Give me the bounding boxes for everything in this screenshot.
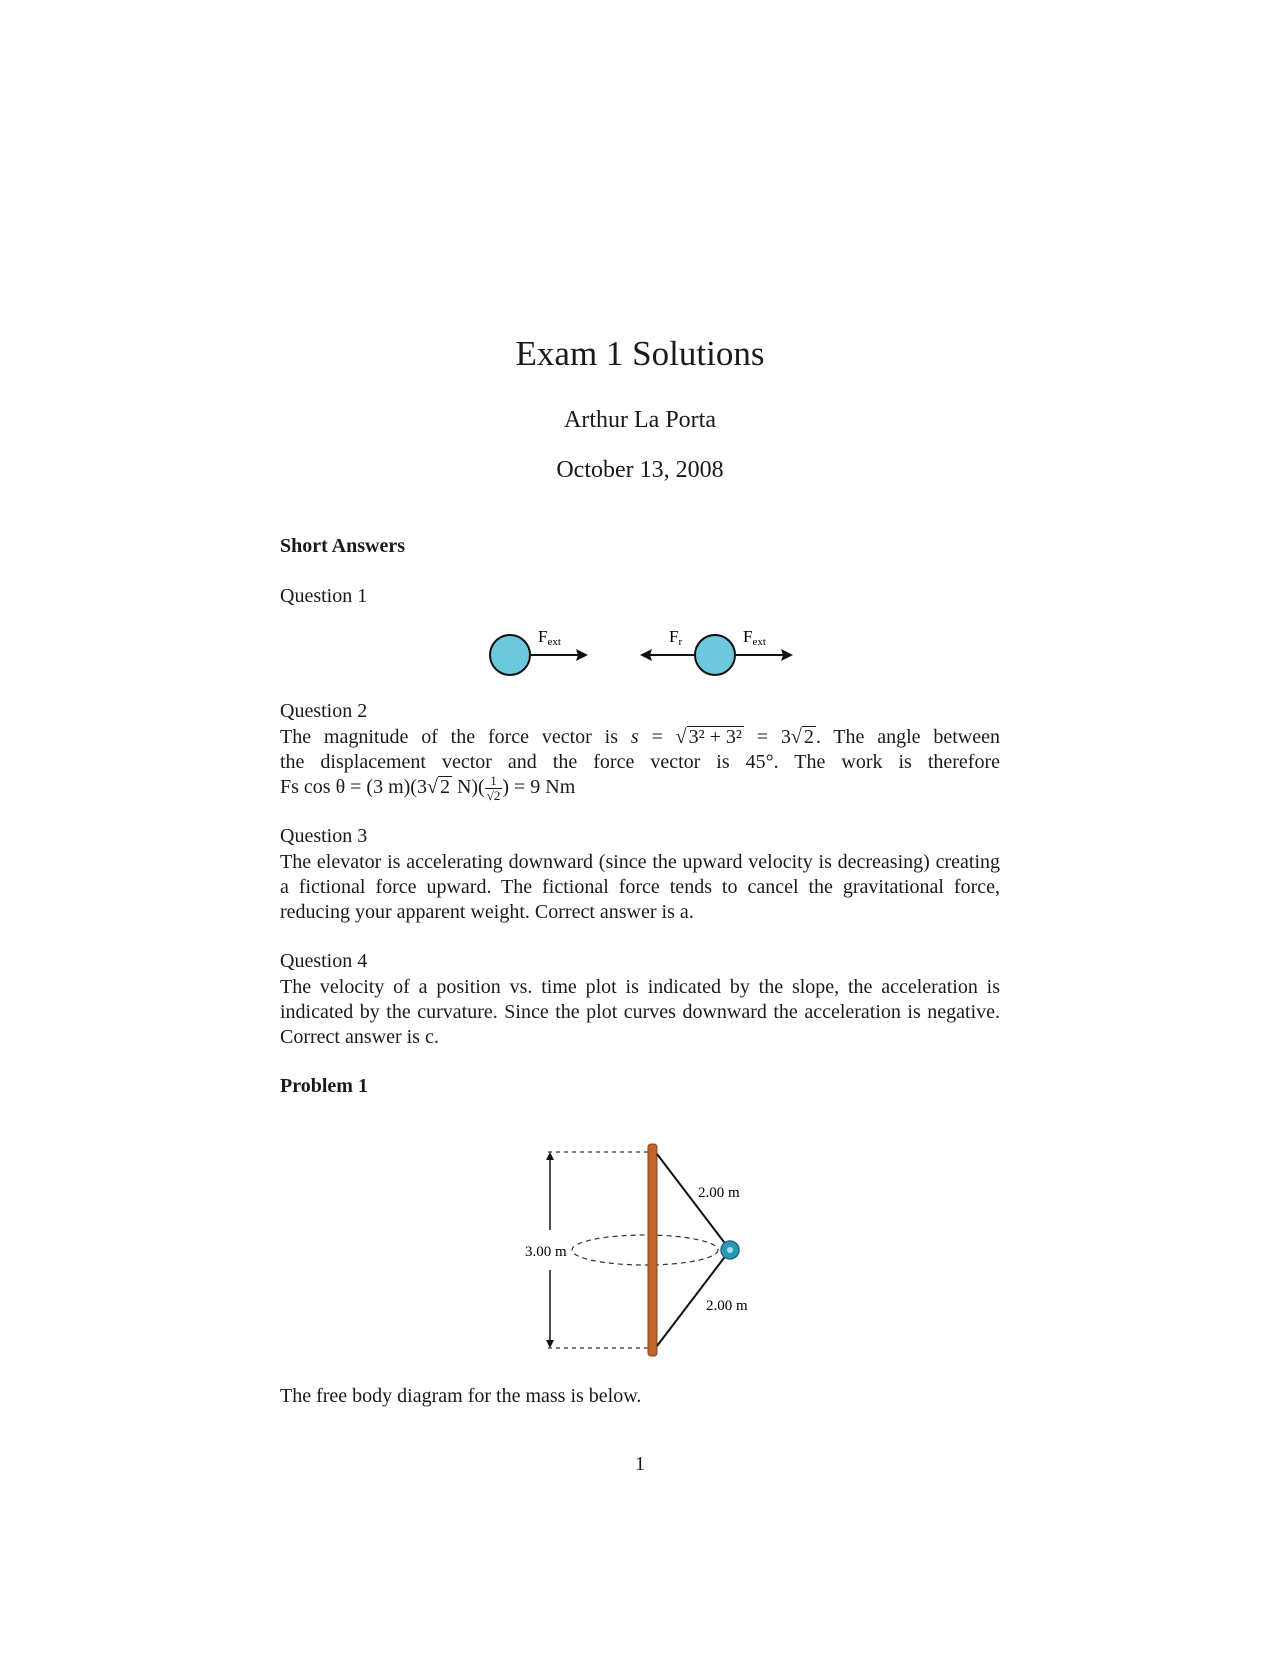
- question-2-line-2: the displacement vector and the force vector is 45°. The work is therefore: [280, 751, 1000, 773]
- question-4-label: Question 4: [280, 950, 368, 972]
- question-2-work-equation: Fs cos θ = (3 m)(3√ 2 N)( $\frac{1}{√2}$ ) = 9 Nm: [280, 773, 576, 803]
- problem-1-text: The free body diagram for the mass is below.: [280, 1385, 642, 1407]
- problem-1-pole-diagram: [520, 1130, 780, 1370]
- section-heading-problem-1: Problem 1: [280, 1075, 368, 1097]
- question-2-line-1: The magnitude of the force vector is s = √ 3² + 3² = 3√ 2 . The angle between: [280, 726, 1000, 748]
- height-arrow-top: [546, 1152, 554, 1160]
- question-4-text: The velocity of a position vs. time plot is indicated by the slope, the acceleration is indicated by the curvature. Since the plot curves downward the acceleration is negative. Correct answer is c.: [280, 976, 1000, 1048]
- document-date: October 13, 2008: [556, 457, 724, 483]
- height-arrow-bottom: [546, 1340, 554, 1348]
- left-ext-force-label: Fext: [538, 627, 561, 648]
- document-author: Arthur La Porta: [564, 407, 716, 433]
- question-1-label: Question 1: [280, 585, 368, 607]
- vertical-rod: [648, 1144, 657, 1356]
- right-ball: [695, 635, 735, 675]
- page-number: 1: [635, 1453, 645, 1475]
- friction-force-label: Fr: [669, 627, 683, 648]
- question-1-force-diagram: [480, 620, 800, 680]
- question-2-label: Question 2: [280, 700, 368, 722]
- pole-height-label: 3.00 m: [525, 1244, 567, 1260]
- section-heading-short-answers: Short Answers: [280, 535, 406, 557]
- question-3-text: The elevator is accelerating downward (since the upward velocity is decreasing) creating a fictional force upward. The fictional force tends to cancel the gravitational force, reducing your apparent weight. Correct answer is a.: [280, 851, 1000, 923]
- right-ext-force-label: Fext: [743, 627, 766, 648]
- document-title: Exam 1 Solutions: [515, 334, 765, 373]
- lower-string-length-label: 2.00 m: [706, 1298, 748, 1314]
- orbit-ellipse: [572, 1235, 718, 1265]
- upper-string-length-label: 2.00 m: [698, 1185, 740, 1201]
- question-3-label: Question 3: [280, 825, 368, 847]
- left-ball: [490, 635, 530, 675]
- mass-highlight: [727, 1247, 733, 1253]
